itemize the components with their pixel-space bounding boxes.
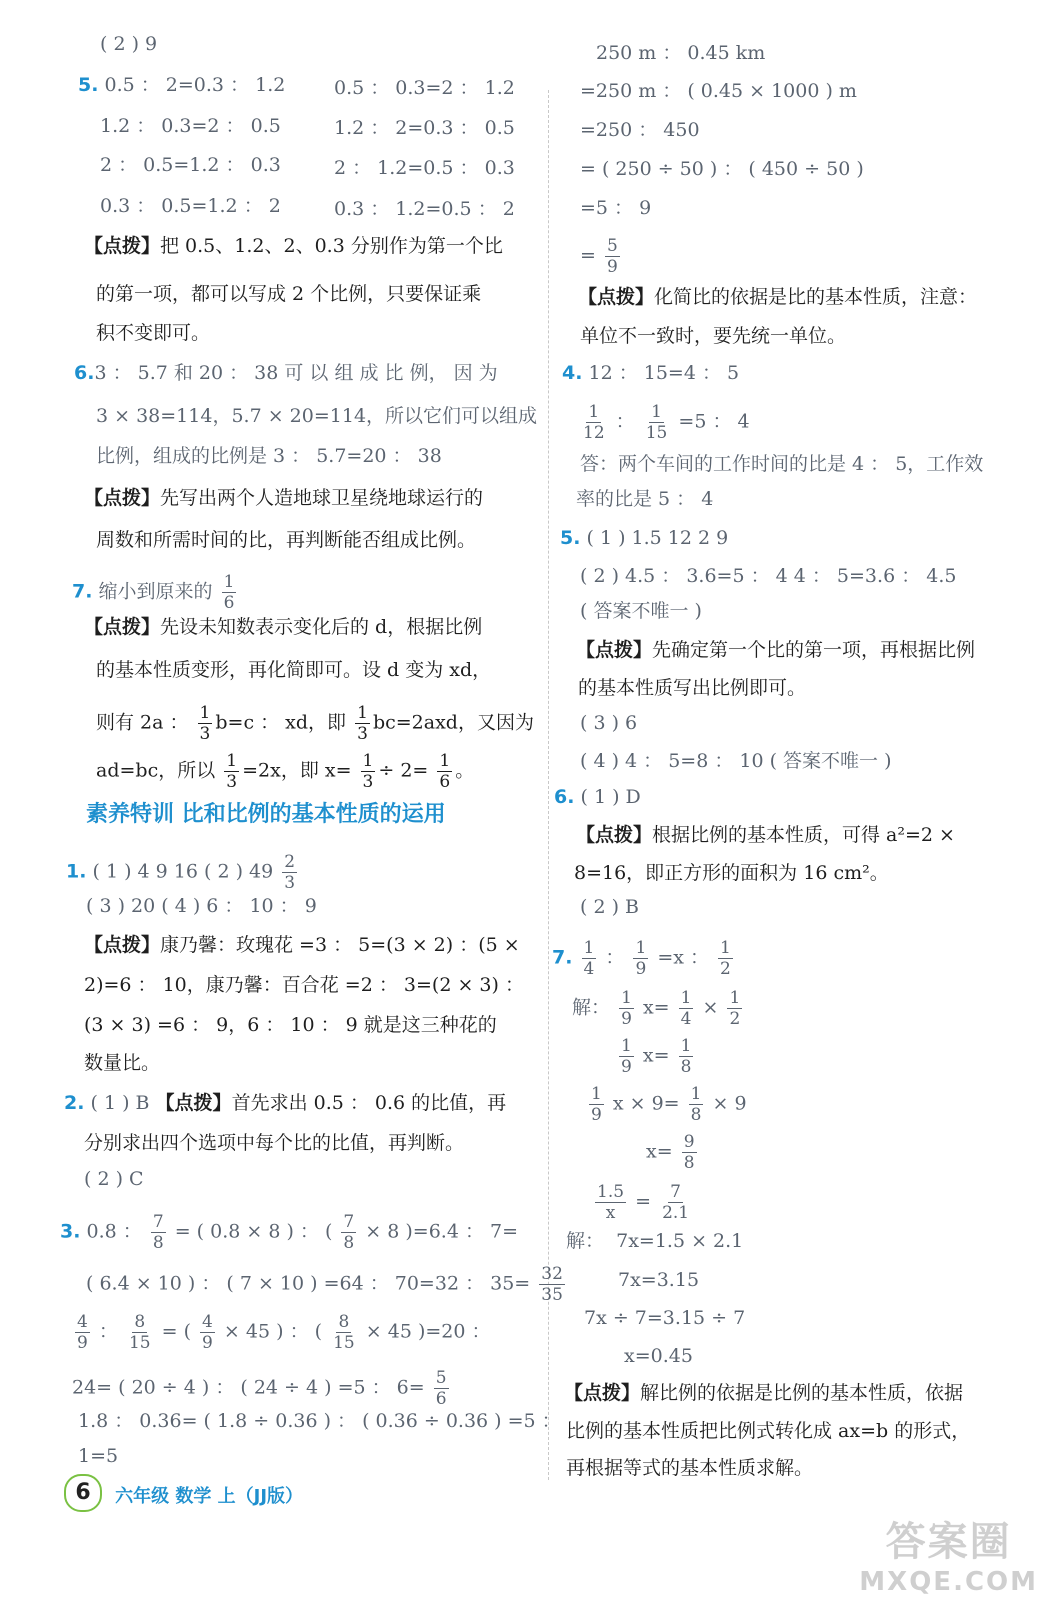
s3-line: 3. 0.8 ： $\frac{7}{8}$ = ( 0.8 × 8 ) ： ( $\frac{7}{8}$ × 8 )=6.4 ： 7= — [60, 1212, 519, 1253]
fraction: $\frac{1}{9}$ — [591, 1084, 602, 1125]
section-title: 素养特训 比和比例的基本性质的运用 — [86, 802, 446, 827]
fraction: $\frac{8}{15}$ — [128, 1312, 151, 1353]
tip-line — [576, 637, 975, 663]
answer-text: =5 ： 9 — [580, 197, 652, 219]
answer-text: ( 2 ) B — [580, 896, 639, 918]
answer-text: 缩小到原来的 — [98, 580, 213, 603]
watermark-text: 答案圈 — [885, 1519, 1012, 1565]
proportion: 1.2 ： 2=0.3 ： 0.5 — [334, 117, 515, 139]
tip-label: 【点拨】 — [564, 1382, 641, 1404]
answer-text: =250 ： 450 — [580, 119, 700, 141]
tip-text: 首先求出 0.5 ： 0.6 的比值，再 — [231, 1092, 507, 1114]
page-footer — [64, 1474, 303, 1512]
question-number: 5. — [560, 527, 581, 549]
fraction: $\frac{1}{9}$ — [621, 1036, 632, 1077]
tip-label: 【点拨】 — [576, 824, 653, 846]
tip-line — [578, 284, 977, 310]
question-7-line — [72, 572, 239, 613]
tip-text: 的第一项，都可以写成 2 个比例，只要保证乘 — [96, 283, 482, 305]
fraction: $\frac{7}{8}$ — [152, 1212, 164, 1253]
answer-text: ( 3 ) 6 — [580, 712, 638, 734]
question-number: 6. — [74, 362, 95, 384]
question-number: 7. — [552, 946, 573, 969]
proportion: 2 ： 0.5=1.2 ： 0.3 — [100, 154, 281, 176]
fraction: $\frac{4}{9}$ — [77, 1312, 88, 1353]
answer-text: ( 6.4 × 10 ) ： ( 7 × 10 ) =64 ： 70=32 ： 35= $\frac{32}{35}$ — [86, 1264, 563, 1305]
tip-line — [84, 614, 482, 640]
tip-text: 则有 2a ： $\frac{1}{3}$ b=c ： xd，即 $\frac{1}{3}$ bc=2axd，又因为 — [96, 703, 534, 744]
fraction: $\frac{1}{15}$ — [645, 402, 668, 443]
fraction: $\frac{5}{6}$ — [435, 1368, 447, 1409]
answer-text: 1.8 ： 0.36= ( 1.8 ÷ 0.36 ) ： ( 0.36 ÷ 0.36 ) =5 ： — [78, 1410, 561, 1432]
answer-text: =250 m ： ( 0.45 × 1000 ) m — [580, 80, 857, 102]
fraction: $\frac{1}{3}$ — [357, 703, 368, 744]
question-number: 4. — [562, 362, 583, 384]
fraction: $\frac{1.5}{x}$ — [597, 1182, 625, 1223]
solution-line: 解： 7x=1.5 × 2.1 — [566, 1230, 744, 1252]
solution-line: 解： $\frac{1}{9}$ x= $\frac{1}{4}$ × $\frac{1}{2}$ — [572, 988, 741, 1029]
tip-text: 周数和所需时间的比，再判断能否组成比例。 — [96, 529, 477, 551]
tip-text: 根据比例的基本性质，可得 a²=2 × — [652, 824, 955, 846]
proportion: 2 ： 1.2=0.5 ： 0.3 — [334, 157, 515, 179]
answer-text: ( 答案不唯一 ) — [580, 600, 702, 622]
tip-line — [84, 485, 483, 511]
tip-text: 单位不一致时，要先统一单位。 — [580, 325, 847, 347]
answer-text: = ( 250 ÷ 50 ) ： ( 450 ÷ 50 ) — [580, 158, 864, 180]
tip-line — [564, 1380, 963, 1406]
fraction: $\frac{1}{6}$ — [439, 751, 451, 792]
tip-text: 积不变即可。 — [96, 322, 211, 344]
answer-text: 3 ： 5.7 和 20 ： 38 可 以 组 成 比 例， 因 为 — [94, 362, 498, 384]
fraction: $\frac{1}{9}$ — [635, 938, 647, 979]
watermark-logo — [859, 1510, 1038, 1597]
solution-line: 7x ÷ 7=3.15 ÷ 7 — [584, 1307, 746, 1329]
answer-text: ( 2 ) C — [84, 1168, 144, 1190]
tip-label: 【点拨】 — [84, 934, 161, 956]
fraction: $\frac{2}{3}$ — [284, 852, 296, 893]
fraction: $\frac{1}{4}$ — [583, 938, 595, 979]
tip-line — [576, 822, 955, 848]
fraction: $\frac{1}{3}$ — [199, 703, 211, 744]
answer-text: 12 ： 15=4 ： 5 — [588, 362, 740, 384]
tip-text: 的基本性质写出比例即可。 — [578, 677, 807, 699]
answer-text: ( 3 ) 20 ( 4 ) 6 ： 10 ： 9 — [86, 895, 317, 917]
fraction: $\frac{1}{4}$ — [680, 988, 692, 1029]
question-6-line — [74, 360, 498, 386]
tip-label: 【点拨】 — [84, 487, 161, 509]
tip-label: 【点拨】 — [155, 1092, 232, 1114]
proportion: 0.3 ： 1.2=0.5 ： 2 — [334, 198, 515, 220]
fraction: $\frac{1}{9}$ — [621, 988, 632, 1029]
solution-line: 7x=3.15 — [618, 1269, 700, 1291]
answer-text: = $\frac{5}{9}$ — [580, 236, 618, 277]
fraction: $\frac{8}{15}$ — [333, 1312, 355, 1353]
s1-line — [66, 852, 300, 893]
fraction: $\frac{1}{3}$ — [362, 751, 374, 792]
proportion: 1.2 ： 0.3=2 ： 0.5 — [100, 115, 281, 137]
question-5-line — [78, 72, 285, 98]
watermark-url: MXQE.COM — [859, 1567, 1038, 1597]
fraction: $\frac{32}{35}$ — [541, 1264, 563, 1305]
answer-text: 3 × 38=114，5.7 × 20=114，所以它们可以组成 — [96, 405, 538, 427]
fraction: $\frac{5}{9}$ — [606, 236, 618, 277]
answer-text: 250 m ： 0.45 km — [596, 42, 766, 64]
question-4-line — [562, 360, 739, 386]
tip-text: 先设未知数表示变化后的 d，根据比例 — [160, 616, 483, 638]
tip-text: 2)=6 ： 10，康乃馨：百合花 =2 ： 3=(2 × 3) ： — [84, 974, 524, 996]
answer-text: 1=5 — [78, 1445, 119, 1467]
tip-line — [84, 932, 520, 958]
fraction: $\frac{1}{8}$ — [690, 1084, 702, 1125]
answer-text: $\frac{1}{12}$ ： $\frac{1}{15}$ =5 ： 4 — [583, 402, 750, 443]
tip-text: 康乃馨：玫瑰花 =3 ： 5=(3 × 2) ：(5 × — [160, 934, 520, 956]
solution-line: $\frac{1}{9}$ x= $\frac{1}{8}$ — [621, 1036, 692, 1077]
tip-text: 再根据等式的基本性质求解。 — [566, 1457, 814, 1479]
tip-line — [84, 233, 503, 259]
solution-line: x= $\frac{9}{8}$ — [646, 1132, 695, 1173]
s2-line — [64, 1090, 506, 1116]
fraction: $\frac{1}{3}$ — [226, 751, 238, 792]
question-number: 3. — [60, 1220, 81, 1243]
answer-text: ( 1 ) 1.5 12 2 9 — [586, 527, 729, 549]
solution-line: x=0.45 — [624, 1345, 693, 1367]
tip-text: ad=bc，所以 $\frac{1}{3}$ =2x，即 x= $\frac{1}{3}$ ÷ 2= $\frac{1}{6}$ 。 — [96, 751, 475, 792]
answer-text: 率的比是 5 ： 4 — [576, 488, 714, 510]
question-7-line: 7. $\frac{1}{4}$ ： $\frac{1}{9}$ =x ： $\frac{1}{2}$ — [552, 938, 731, 979]
tip-text: (3 × 3) =6 ： 9，6 ： 10 ： 9 就是这三种花的 — [84, 1014, 497, 1036]
answer-text: ( 4 ) 4 ： 5=8 ： 10 ( 答案不唯一 ) — [580, 750, 892, 772]
question-number: 1. — [66, 860, 87, 883]
tip-text: 分别求出四个选项中每个比的比值，再判断。 — [84, 1132, 465, 1154]
tip-text: 数量比。 — [84, 1052, 161, 1074]
fraction: $\frac{9}{8}$ — [683, 1132, 695, 1173]
tip-text: 8=16，即正方形的面积为 16 cm²。 — [574, 862, 889, 884]
answer-text: $\frac{4}{9}$ ： $\frac{8}{15}$ = ( $\frac{4}{9}$ × 45 ) ： ( $\frac{8}{15}$ × 45 )=20 ： — [77, 1312, 491, 1353]
tip-text: 把 0.5、1.2、2、0.3 分别作为第一个比 — [160, 235, 503, 257]
answer-text: 答：两个车间的工作时间的比是 4 ： 5，工作效 — [580, 453, 984, 475]
answer-text: ( 2 ) 4.5 ： 3.6=5 ： 4 4 ： 5=3.6 ： 4.5 — [580, 565, 957, 587]
fraction: $\frac{1}{2}$ — [720, 938, 731, 979]
tip-label: 【点拨】 — [84, 235, 161, 257]
question-6-line — [554, 784, 641, 810]
fraction: $\frac{1}{6}$ — [223, 572, 235, 613]
tip-label: 【点拨】 — [578, 286, 655, 308]
tip-text: 先写出两个人造地球卫星绕地球运行的 — [160, 487, 484, 509]
answer-line: ( 2 ) 9 — [100, 33, 158, 55]
fraction: $\frac{1}{2}$ — [729, 988, 741, 1029]
tip-label: 【点拨】 — [576, 639, 653, 661]
question-number: 6. — [554, 786, 575, 808]
solution-line: $\frac{1}{9}$ x × 9= $\frac{1}{8}$ × 9 — [591, 1084, 747, 1125]
answer-text: ( 1 ) 4 9 16 ( 2 ) 49 — [92, 860, 274, 883]
question-number: 7. — [72, 580, 93, 603]
question-number: 2. — [64, 1092, 85, 1114]
fraction: $\frac{1}{8}$ — [680, 1036, 692, 1077]
proportion: 0.5 ： 2=0.3 ： 1.2 — [104, 74, 286, 96]
answer-text: 比例，组成的比例是 3 ： 5.7=20 ： 38 — [96, 445, 442, 467]
tip-text: 先确定第一个比的第一项，再根据比例 — [652, 639, 976, 661]
tip-text: 化简比的依据是比的基本性质，注意： — [654, 286, 978, 308]
question-5-line — [560, 525, 728, 551]
solution-line: $\frac{1.5}{x}$ = $\frac{7}{2.1}$ — [597, 1182, 690, 1223]
answer-text: ( 1 ) D — [580, 786, 641, 808]
tip-text: 解比例的依据是比例的基本性质，依据 — [640, 1382, 964, 1404]
tip-text: 比例的基本性质把比例式转化成 ax=b 的形式， — [566, 1420, 971, 1442]
question-number: 5. — [78, 74, 99, 96]
page-number: 6 — [64, 1474, 102, 1512]
fraction: $\frac{1}{12}$ — [583, 402, 605, 443]
answer-text: ( 1 ) B — [90, 1092, 150, 1114]
answer-text: 24= ( 20 ÷ 4 ) ： ( 24 ÷ 4 ) =5 ： 6= $\frac{5}{6}$ — [72, 1368, 447, 1409]
fraction: $\frac{7}{8}$ — [343, 1212, 355, 1253]
book-title: 六年级 数学 上（JJ版） — [115, 1485, 304, 1507]
proportion: 0.3 ： 0.5=1.2 ： 2 — [100, 195, 281, 217]
tip-label: 【点拨】 — [84, 616, 161, 638]
fraction: $\frac{7}{2.1}$ — [662, 1182, 690, 1223]
tip-text: 的基本性质变形，再化简即可。设 d 变为 xd， — [96, 659, 492, 681]
fraction: $\frac{4}{9}$ — [202, 1312, 213, 1353]
proportion: 0.5 ： 0.3=2 ： 1.2 — [334, 77, 515, 99]
